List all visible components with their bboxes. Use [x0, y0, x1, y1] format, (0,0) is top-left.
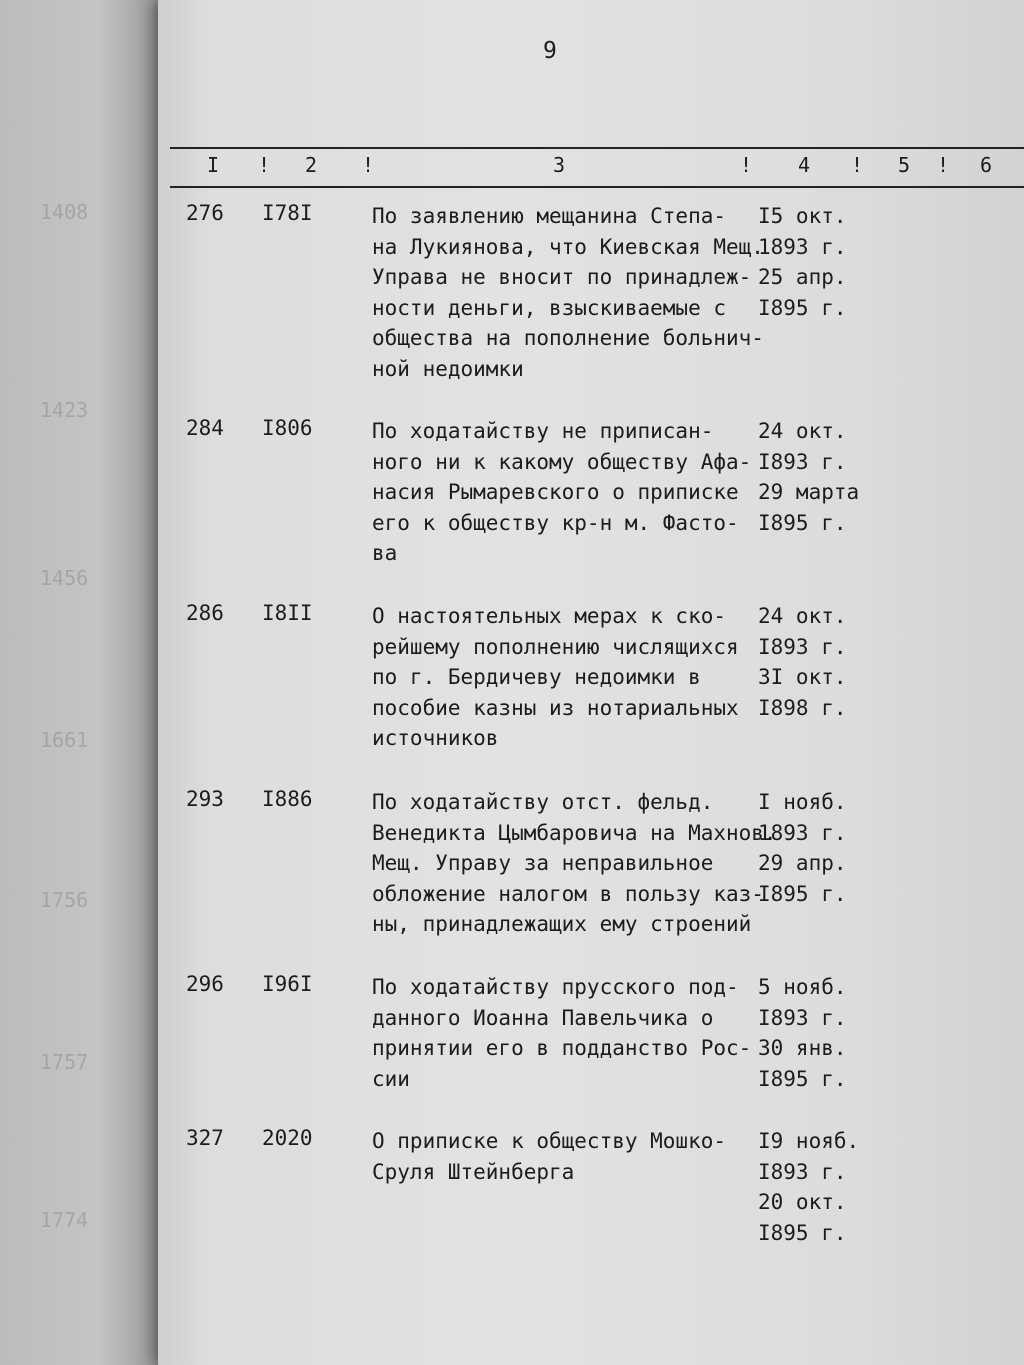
description-line: О настоятельных мерах к ско-: [372, 604, 727, 628]
description-line: О приписке к обществу Мошко-: [372, 1129, 727, 1153]
description-line: ности деньги, взыскиваемые с: [372, 295, 727, 320]
header-separator: !: [937, 153, 950, 177]
left-page-fragment: 1661: [40, 728, 89, 752]
description-line: По заявлению мещанина Степа-: [372, 204, 727, 228]
description-line: Сруля Штейнберга: [372, 1159, 575, 1184]
entry-number: 327: [186, 1126, 224, 1150]
date-line: 24 окт.: [758, 604, 847, 628]
date-line: 5 нояб.: [758, 975, 847, 999]
description-line: общества на пополнение больнич-: [372, 326, 764, 350]
left-page-fragment: 1756: [40, 888, 89, 912]
entry-dates: [758, 1126, 868, 1248]
date-line: 29 марта: [758, 480, 860, 504]
description-line: ны, принадлежащих ему строений: [372, 912, 752, 936]
entry-reference: I8II: [262, 601, 313, 625]
entry-description: [372, 972, 767, 1094]
header-col-4: 4: [798, 153, 811, 177]
description-line: на Лукиянова, что Киевская Мещ.: [372, 234, 764, 259]
description-line: его к обществу кр-н м. Фасто-: [372, 510, 739, 535]
header-separator: !: [258, 153, 271, 177]
date-line: 20 окт.: [758, 1190, 847, 1214]
date-line: I895 г.: [758, 1066, 847, 1091]
header-rule-top: [170, 147, 1024, 149]
entry-number: 286: [186, 601, 224, 625]
entry-reference: I96I: [262, 972, 313, 996]
date-line: 30 янв.: [758, 1036, 847, 1060]
description-line: источников: [372, 726, 499, 750]
left-page-fragment: 1774: [40, 1208, 89, 1232]
date-line: 24 окт.: [758, 419, 847, 443]
date-line: I895 г.: [758, 295, 847, 320]
entry-reference: I806: [262, 416, 313, 440]
date-line: I893 г.: [758, 1005, 847, 1030]
description-line: обложение налогом в пользу каз-: [372, 881, 764, 906]
description-line: ва: [372, 541, 398, 565]
left-page-fragment: 1423: [40, 398, 89, 422]
description-line: Мещ. Управу за неправильное: [372, 851, 714, 875]
description-line: По ходатайству отст. фельд.: [372, 790, 714, 814]
description-line: данного Иоанна Павельчика о: [372, 1005, 714, 1030]
description-line: сии: [372, 1066, 410, 1091]
date-line: 29 апр.: [758, 851, 847, 875]
left-page-fragment: 1408: [40, 200, 89, 224]
entry-dates: [758, 972, 868, 1094]
description-line: по г. Бердичеву недоимки в: [372, 665, 701, 689]
entry-description: [372, 201, 767, 384]
entry-reference: I886: [262, 787, 313, 811]
table-header: [0, 153, 1024, 183]
date-line: I5 окт.: [758, 204, 847, 228]
date-line: 1893 г.: [758, 820, 847, 845]
header-separator: !: [851, 153, 864, 177]
date-line: I895 г.: [758, 881, 847, 906]
header-col-6: 6: [980, 153, 993, 177]
entry-reference: I78I: [262, 201, 313, 225]
left-page-edge: [0, 0, 165, 1365]
description-line: принятии его в подданство Рос-: [372, 1036, 752, 1060]
entry-reference: 2020: [262, 1126, 313, 1150]
date-line: I893 г.: [758, 449, 847, 474]
entry-dates: [758, 416, 868, 538]
header-col-3: 3: [553, 153, 566, 177]
description-line: ной недоимки: [372, 356, 524, 381]
entry-description: [372, 787, 777, 940]
description-line: По ходатайству не приписан-: [372, 419, 714, 443]
entry-description: [372, 1126, 767, 1187]
header-col-2: 2: [305, 153, 318, 177]
header-separator: !: [362, 153, 375, 177]
date-line: I898 г.: [758, 695, 847, 720]
left-page-fragment: 1456: [40, 566, 89, 590]
description-line: ного ни к какому обществу Афа-: [372, 449, 752, 474]
header-col-1: I: [207, 153, 220, 177]
date-line: I нояб.: [758, 790, 847, 814]
date-line: 1893 г.: [758, 234, 847, 259]
description-line: Венедикта Цымбаровича на Махнов.: [372, 820, 777, 845]
description-line: рейшему пополнению числящихся: [372, 634, 739, 659]
description-line: По ходатайству прусского под-: [372, 975, 739, 999]
entry-number: 293: [186, 787, 224, 811]
description-line: насия Рымаревского о приписке: [372, 480, 739, 504]
entry-number: 296: [186, 972, 224, 996]
date-line: I893 г.: [758, 634, 847, 659]
entry-dates: [758, 787, 868, 909]
date-line: I895 г.: [758, 510, 847, 535]
description-line: Управа не вносит по принадлеж-: [372, 265, 752, 289]
date-line: 3I окт.: [758, 665, 847, 689]
date-line: I9 нояб.: [758, 1129, 860, 1153]
date-line: I895 г.: [758, 1220, 847, 1245]
header-col-5: 5: [898, 153, 911, 177]
entry-number: 284: [186, 416, 224, 440]
page-number: 9: [543, 38, 557, 64]
entry-dates: [758, 201, 868, 323]
header-rule-bottom: [170, 186, 1024, 188]
entry-description: [372, 416, 767, 569]
description-line: пособие казны из нотариальных: [372, 695, 739, 720]
entry-number: 276: [186, 201, 224, 225]
entry-dates: [758, 601, 868, 723]
date-line: 25 апр.: [758, 265, 847, 289]
date-line: I893 г.: [758, 1159, 847, 1184]
left-page-fragment: 1757: [40, 1050, 89, 1074]
header-separator: !: [740, 153, 753, 177]
entry-description: [372, 601, 767, 754]
